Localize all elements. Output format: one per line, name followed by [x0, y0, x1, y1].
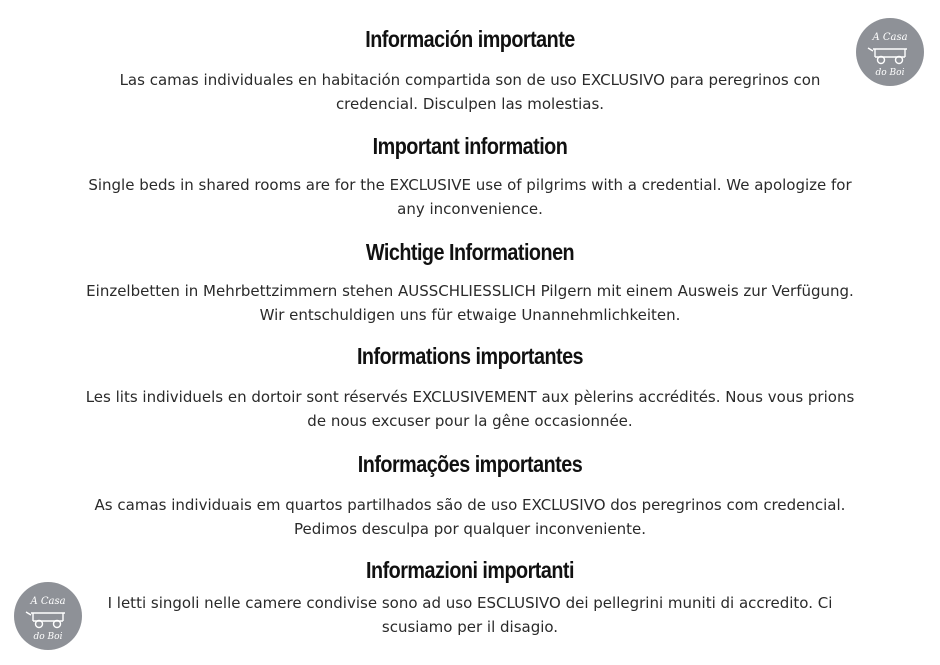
- notice-section-es: [0, 24, 940, 116]
- body-line-1: Single beds in shared rooms are for the EXCLUSIVE use of pilgrims with a credential. We apologize for: [88, 176, 852, 194]
- notice-section-en: [0, 131, 940, 221]
- body-line-2: any inconvenience.: [397, 200, 543, 218]
- section-body: [0, 279, 940, 327]
- body-line-1: As camas individuais em quartos partilhados são de uso EXCLUSIVO dos peregrinos com credencial.: [94, 496, 846, 514]
- notice-section-it: [0, 555, 940, 639]
- svg-text:A Casa: A Casa: [30, 596, 66, 607]
- svg-text:do Boi: do Boi: [875, 68, 905, 78]
- section-body: [0, 173, 940, 221]
- notice-section-pt: [0, 449, 940, 541]
- svg-text:do Boi: do Boi: [33, 632, 63, 642]
- body-line-2: Wir entschuldigen uns für etwaige Unannehmlichkeiten.: [259, 306, 681, 324]
- notice-section-de: [0, 237, 940, 327]
- body-line-2: credencial. Disculpen las molestias.: [335, 95, 605, 113]
- section-body: [0, 385, 940, 433]
- svg-text:A Casa: A Casa: [872, 32, 908, 43]
- body-line-2: Pedimos desculpa por qualquer inconveniente.: [294, 520, 646, 538]
- body-line-1: I letti singoli nelle camere condivise sono ad uso ESCLUSIVO dei pellegrini muniti di accredito. Ci: [107, 594, 833, 612]
- notice-section-fr: [0, 341, 940, 433]
- section-heading: Informazioni importanti: [366, 557, 574, 583]
- body-line-1: Einzelbetten in Mehrbettzimmern stehen AUSSCHLIESSLICH Pilgern mit einem Ausweis zur Verfügung.: [86, 282, 854, 300]
- body-line-1: Las camas individuales en habitación compartida son de uso EXCLUSIVO para peregrinos con: [119, 71, 821, 89]
- section-body: [0, 591, 940, 639]
- body-line-2: de nous excuser pour la gêne occasionnée.: [307, 412, 633, 430]
- section-heading: Informations importantes: [356, 343, 584, 369]
- section-heading: Important information: [372, 133, 568, 159]
- body-line-1: Les lits individuels en dortoir sont réservés EXCLUSIVEMENT aux pèlerins accrédités. Nous vous prions: [85, 388, 855, 406]
- section-heading: Wichtige Informationen: [365, 239, 575, 265]
- section-heading: Informações importantes: [357, 451, 583, 477]
- section-body: [0, 493, 940, 541]
- section-heading: Información importante: [365, 26, 575, 52]
- section-body: [0, 68, 940, 116]
- body-line-2: scusiamo per il disagio.: [381, 618, 559, 636]
